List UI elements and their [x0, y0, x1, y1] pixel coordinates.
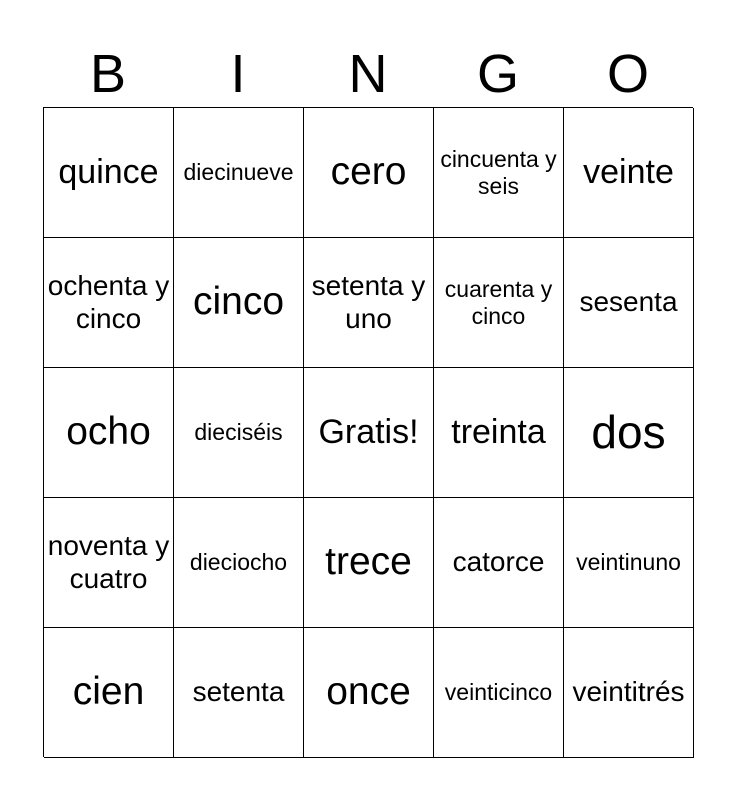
bingo-board	[43, 107, 693, 757]
bingo-cell[interactable]: noventa y cuatro	[44, 498, 174, 628]
bingo-cell[interactable]: once	[304, 628, 434, 758]
header-letter-o: O	[606, 44, 649, 104]
bingo-cell[interactable]: ochenta y cinco	[44, 238, 174, 368]
bingo-cell[interactable]: treinta	[434, 368, 564, 498]
free-space-cell[interactable]: Gratis!	[304, 368, 434, 498]
bingo-cell[interactable]: veintitrés	[564, 628, 694, 758]
bingo-cell[interactable]: veinticinco	[434, 628, 564, 758]
bingo-cell[interactable]: dos	[564, 368, 694, 498]
bingo-cell[interactable]: cuarenta y cinco	[434, 238, 564, 368]
bingo-cell[interactable]: dieciocho	[174, 498, 304, 628]
bingo-cell[interactable]: quince	[44, 108, 174, 238]
bingo-cell[interactable]: veinte	[564, 108, 694, 238]
bingo-cell[interactable]: cincuenta y seis	[434, 108, 564, 238]
bingo-cell[interactable]: setenta y uno	[304, 238, 434, 368]
bingo-cell[interactable]: setenta	[174, 628, 304, 758]
bingo-cell[interactable]: sesenta	[564, 238, 694, 368]
bingo-cell[interactable]: dieciséis	[174, 368, 304, 498]
bingo-cell[interactable]: veintinuno	[564, 498, 694, 628]
bingo-cell[interactable]: cinco	[174, 238, 304, 368]
header-letter-b: B	[89, 44, 127, 104]
bingo-cell[interactable]: trece	[304, 498, 434, 628]
bingo-cell[interactable]: ocho	[44, 368, 174, 498]
bingo-cell[interactable]: cien	[44, 628, 174, 758]
header-letter-i: I	[230, 44, 246, 104]
bingo-cell[interactable]: cero	[304, 108, 434, 238]
bingo-cell[interactable]: diecinueve	[174, 108, 304, 238]
header-letter-g: G	[476, 44, 519, 104]
header-letter-n: N	[348, 44, 388, 104]
bingo-cell[interactable]: catorce	[434, 498, 564, 628]
bingo-header	[43, 40, 693, 108]
